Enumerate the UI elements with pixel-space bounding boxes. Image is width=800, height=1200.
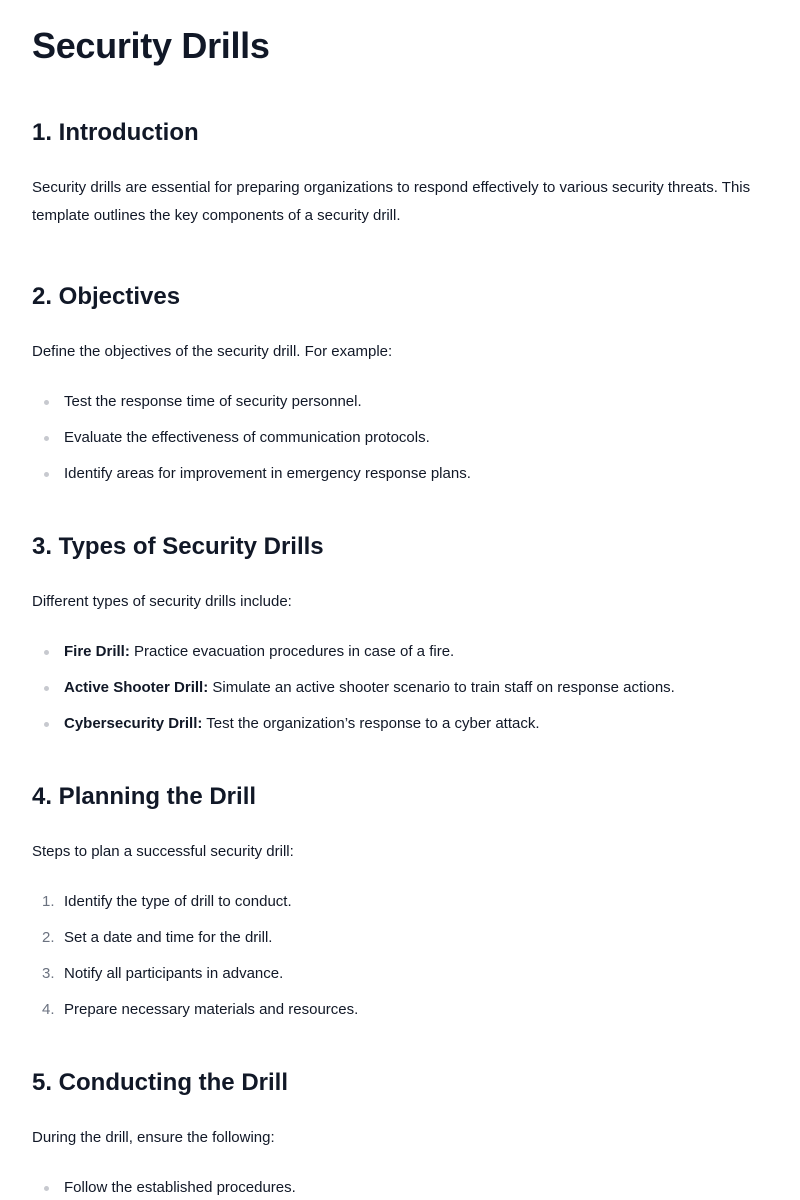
section-paragraph: During the drill, ensure the following: (32, 1129, 275, 1146)
page-title: Security Drills (32, 25, 270, 66)
list-item-number: 4. (42, 1001, 55, 1018)
list-item: Follow the established procedures. (32, 1178, 768, 1198)
list-item (32, 642, 768, 662)
numbered-list (32, 892, 768, 1020)
list-item: Identify areas for improvement in emergency response plans. (32, 464, 768, 484)
section-heading: 2. Objectives (32, 283, 181, 310)
list-item-number: 2. (42, 929, 55, 946)
section-objectives (32, 282, 768, 484)
list-item-text: Identify the type of drill to conduct. (64, 893, 292, 910)
list-item-term: Cybersecurity Drill: (64, 715, 203, 732)
list-item (32, 964, 768, 984)
list-item-description: Simulate an active shooter scenario to train staff on response actions. (208, 679, 675, 696)
list-item-text: Prepare necessary materials and resources. (64, 1001, 359, 1018)
section-paragraph: Security drills are essential for preparing organizations to respond effectively to various security threats. This template outlines the key components of a security drill. (32, 179, 751, 224)
section-conducting (32, 1068, 768, 1198)
list-item (32, 892, 768, 912)
section-heading: 1. Introduction (32, 119, 199, 146)
section-paragraph: Different types of security drills include: (32, 593, 292, 610)
bullet-list (32, 1178, 768, 1198)
list-item-term: Active Shooter Drill: (64, 679, 209, 696)
list-item (32, 928, 768, 948)
section-paragraph: Define the objectives of the security drill. For example: (32, 343, 393, 360)
section-planning (32, 782, 768, 1020)
section-paragraph: Steps to plan a successful security drill: (32, 843, 294, 860)
list-item-number: 1. (42, 893, 55, 910)
list-item (32, 1000, 768, 1020)
list-item: Test the response time of security personnel. (32, 392, 768, 412)
bullet-list (32, 642, 768, 734)
section-types (32, 532, 768, 734)
bullet-list (32, 392, 768, 484)
list-item-text: Notify all participants in advance. (64, 965, 284, 982)
section-introduction (32, 118, 768, 230)
section-heading: 5. Conducting the Drill (32, 1069, 288, 1096)
list-item-number: 3. (42, 965, 55, 982)
list-item-text: Set a date and time for the drill. (64, 929, 273, 946)
list-item (32, 678, 768, 698)
list-item (32, 714, 768, 734)
section-heading: 4. Planning the Drill (32, 783, 257, 810)
list-item-term: Fire Drill: (64, 643, 130, 660)
section-heading: 3. Types of Security Drills (32, 533, 324, 560)
list-item-description: Test the organization’s response to a cyber attack. (202, 715, 540, 732)
list-item: Evaluate the effectiveness of communication protocols. (32, 428, 768, 448)
list-item-description: Practice evacuation procedures in case of a fire. (129, 643, 455, 660)
